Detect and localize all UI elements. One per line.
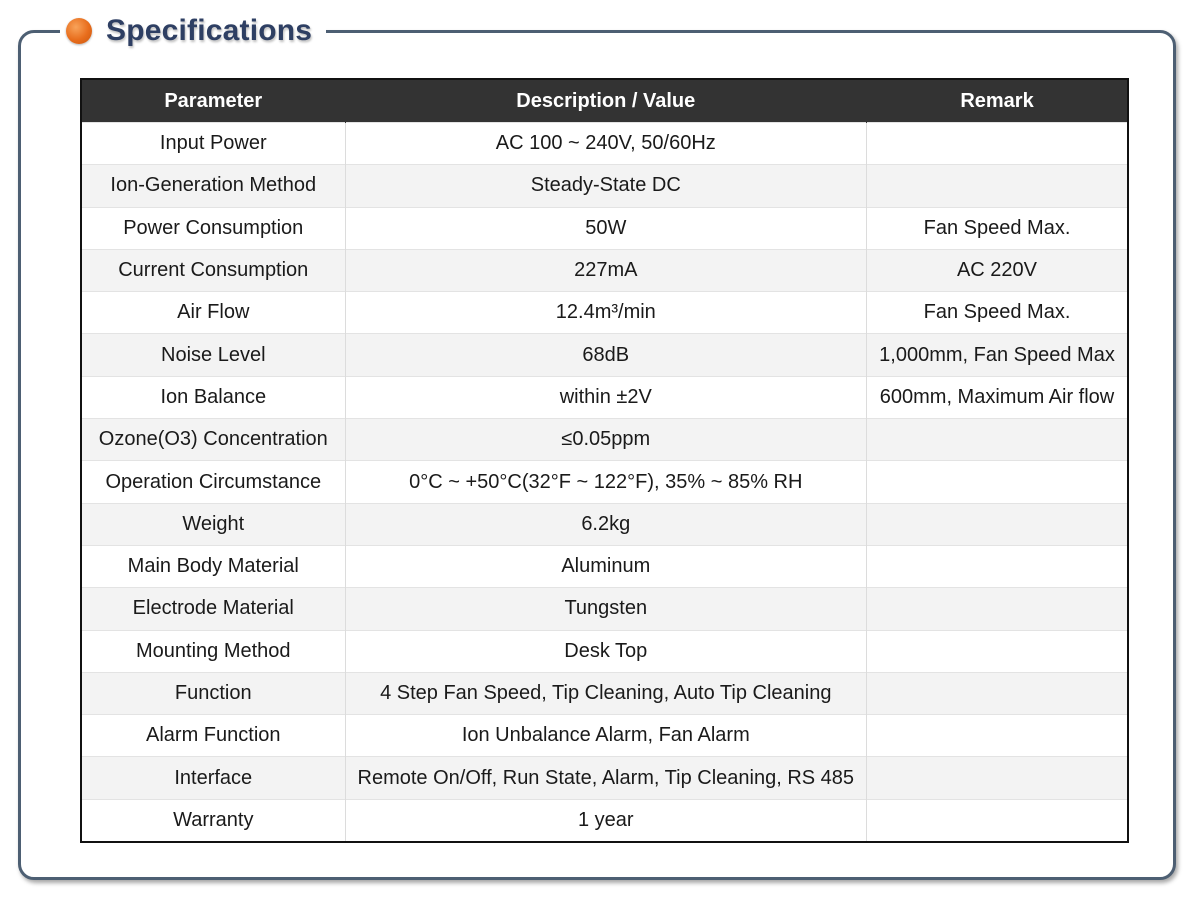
table-row (81, 249, 1128, 291)
table-row (81, 588, 1128, 630)
remark-cell (867, 630, 1128, 672)
parameter-cell: Warranty (81, 799, 345, 842)
specifications-table (80, 78, 1129, 843)
remark-cell (867, 503, 1128, 545)
value-cell: Remote On/Off, Run State, Alarm, Tip Cleaning, RS 485 (345, 757, 866, 799)
table-row (81, 630, 1128, 672)
parameter-cell: Weight (81, 503, 345, 545)
remark-cell: AC 220V (867, 249, 1128, 291)
table-row (81, 715, 1128, 757)
table-row (81, 545, 1128, 587)
table-header-row (81, 79, 1128, 123)
remark-cell (867, 419, 1128, 461)
value-cell: Tungsten (345, 588, 866, 630)
parameter-cell: Mounting Method (81, 630, 345, 672)
value-cell: 0°C ~ +50°C(32°F ~ 122°F), 35% ~ 85% RH (345, 461, 866, 503)
value-cell: Ion Unbalance Alarm, Fan Alarm (345, 715, 866, 757)
remark-cell (867, 715, 1128, 757)
table-row (81, 207, 1128, 249)
table-row (81, 334, 1128, 376)
value-cell: Steady-State DC (345, 165, 866, 207)
parameter-cell: Noise Level (81, 334, 345, 376)
remark-cell: Fan Speed Max. (867, 207, 1128, 249)
parameter-cell: Input Power (81, 123, 345, 165)
table-row (81, 165, 1128, 207)
value-cell: 12.4m³/min (345, 292, 866, 334)
orange-bullet-icon (66, 18, 92, 44)
parameter-cell: Interface (81, 757, 345, 799)
parameter-cell: Alarm Function (81, 715, 345, 757)
remark-cell: Fan Speed Max. (867, 292, 1128, 334)
parameter-cell: Current Consumption (81, 249, 345, 291)
column-header-remark: Remark (867, 79, 1128, 123)
remark-cell: 600mm, Maximum Air flow (867, 376, 1128, 418)
remark-cell (867, 672, 1128, 714)
remark-cell (867, 799, 1128, 842)
parameter-cell: Operation Circumstance (81, 461, 345, 503)
table-row (81, 376, 1128, 418)
parameter-cell: Main Body Material (81, 545, 345, 587)
remark-cell (867, 461, 1128, 503)
parameter-cell: Electrode Material (81, 588, 345, 630)
parameter-cell: Air Flow (81, 292, 345, 334)
parameter-cell: Power Consumption (81, 207, 345, 249)
value-cell: 1 year (345, 799, 866, 842)
value-cell: within ±2V (345, 376, 866, 418)
table-row (81, 123, 1128, 165)
table-row (81, 799, 1128, 842)
value-cell: Desk Top (345, 630, 866, 672)
parameter-cell: Function (81, 672, 345, 714)
remark-cell (867, 545, 1128, 587)
value-cell: 227mA (345, 249, 866, 291)
value-cell: 68dB (345, 334, 866, 376)
value-cell: AC 100 ~ 240V, 50/60Hz (345, 123, 866, 165)
column-header-description: Description / Value (345, 79, 866, 123)
remark-cell (867, 165, 1128, 207)
column-header-parameter: Parameter (81, 79, 345, 123)
value-cell: ≤0.05ppm (345, 419, 866, 461)
table-row (81, 757, 1128, 799)
parameter-cell: Ozone(O3) Concentration (81, 419, 345, 461)
remark-cell (867, 123, 1128, 165)
table-row (81, 461, 1128, 503)
table-row (81, 419, 1128, 461)
section-title: Specifications (106, 14, 313, 47)
section-header (60, 10, 326, 52)
table-row (81, 503, 1128, 545)
parameter-cell: Ion-Generation Method (81, 165, 345, 207)
value-cell: 50W (345, 207, 866, 249)
table-row (81, 672, 1128, 714)
remark-cell: 1,000mm, Fan Speed Max (867, 334, 1128, 376)
table-row (81, 292, 1128, 334)
remark-cell (867, 588, 1128, 630)
value-cell: 6.2kg (345, 503, 866, 545)
value-cell: 4 Step Fan Speed, Tip Cleaning, Auto Tip Cleaning (345, 672, 866, 714)
parameter-cell: Ion Balance (81, 376, 345, 418)
remark-cell (867, 757, 1128, 799)
value-cell: Aluminum (345, 545, 866, 587)
